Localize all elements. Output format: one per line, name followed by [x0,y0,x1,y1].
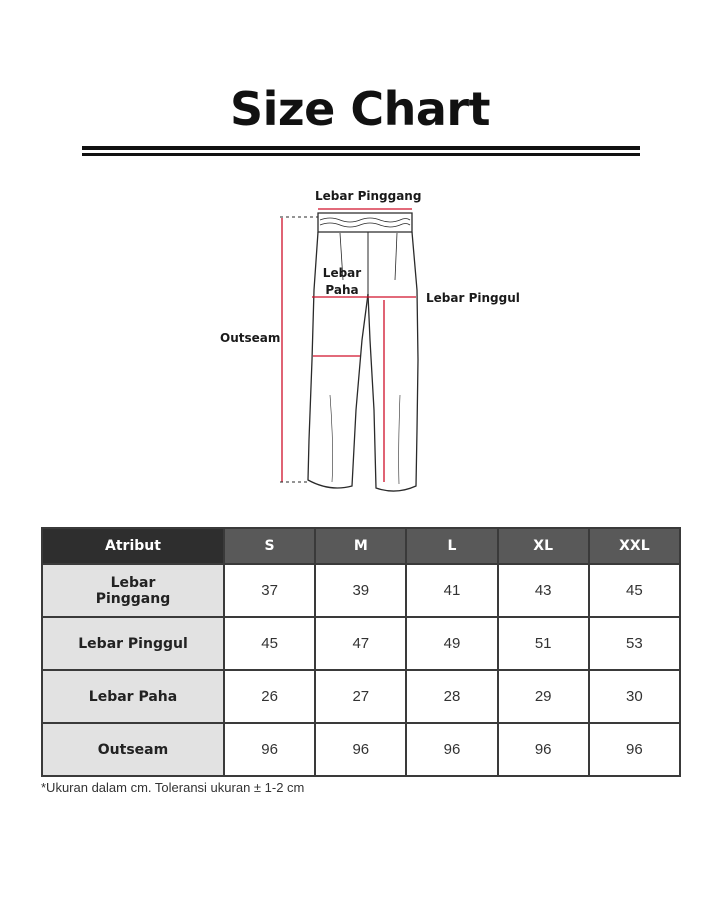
row-label-waist-text: Lebar Pinggang [95,574,171,607]
row-label-hip: Lebar Pinggul [42,617,224,670]
table-cell: 27 [315,670,406,723]
title-divider-top [82,146,640,150]
table-cell: 43 [498,564,589,617]
table-row [42,617,680,670]
table-cell: 39 [315,564,406,617]
table-cell: 51 [498,617,589,670]
table-cell: 96 [315,723,406,776]
title-divider-bottom [82,153,640,156]
table-row [42,670,680,723]
row-label-waist [42,564,224,617]
table-cell: 45 [224,617,315,670]
table-cell: 28 [406,670,497,723]
table-cell: 41 [406,564,497,617]
table-cell: 47 [315,617,406,670]
table-cell: 29 [498,670,589,723]
row-label-outseam: Outseam [42,723,224,776]
hip-width-label: Lebar Pinggul [426,291,520,305]
size-table [41,527,681,777]
attribute-header: Atribut [42,528,224,564]
size-table-header [42,528,680,564]
size-header-l: L [406,528,497,564]
outseam-label: Outseam [220,331,281,345]
size-header-s: S [224,528,315,564]
thigh-width-label-line1: Lebar [322,266,362,280]
size-header-m: M [315,528,406,564]
table-cell: 49 [406,617,497,670]
table-row [42,723,680,776]
table-cell: 96 [224,723,315,776]
table-row [42,564,680,617]
waist-width-label: Lebar Pinggang [315,189,422,203]
table-cell: 26 [224,670,315,723]
table-cell: 45 [589,564,680,617]
size-note: *Ukuran dalam cm. Toleransi ukuran ± 1-2 cm [41,780,305,795]
page-title: Size Chart [229,82,491,136]
size-header-xxl: XXL [589,528,680,564]
table-cell: 96 [498,723,589,776]
table-cell: 96 [406,723,497,776]
pants-diagram [0,170,720,510]
table-cell: 53 [589,617,680,670]
table-cell: 96 [589,723,680,776]
size-header-xl: XL [498,528,589,564]
pants-illustration [0,170,720,510]
thigh-width-label-line2: Paha [325,283,359,297]
table-cell: 30 [589,670,680,723]
table-cell: 37 [224,564,315,617]
row-label-thigh: Lebar Paha [42,670,224,723]
